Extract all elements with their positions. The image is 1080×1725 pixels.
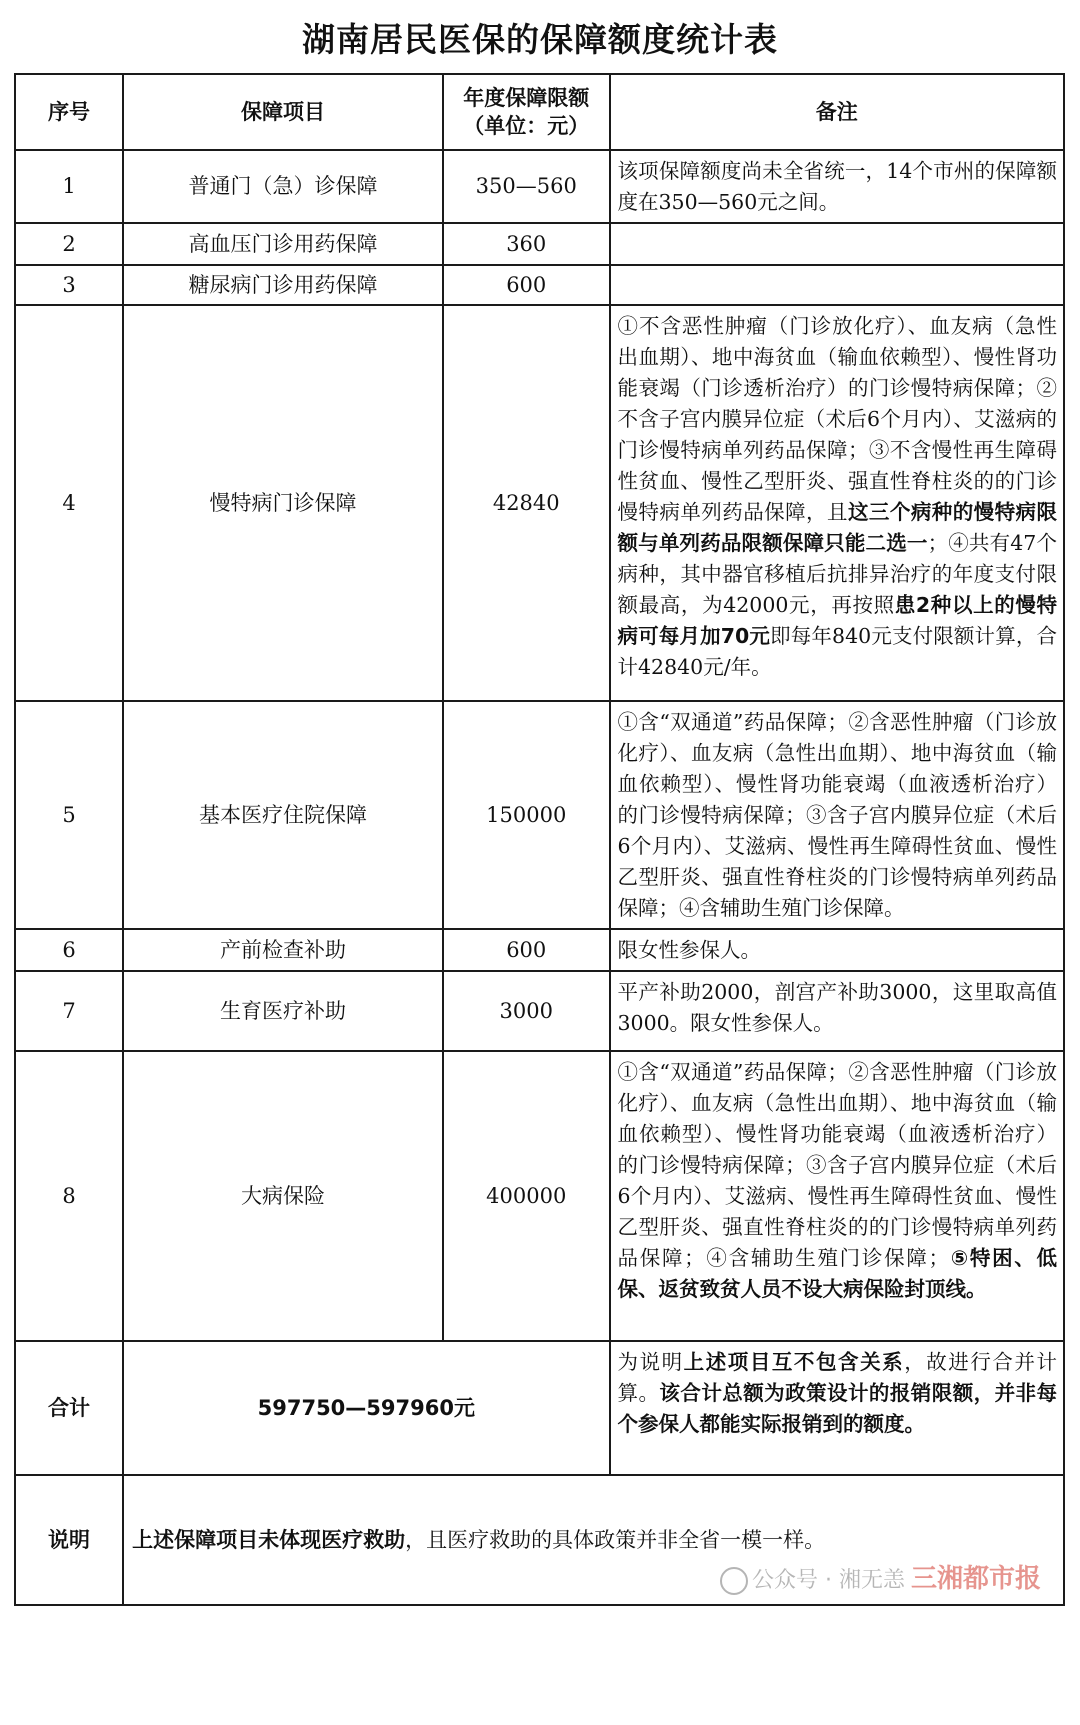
table-row bbox=[15, 305, 1064, 701]
note-text: 限女性参保人。 bbox=[617, 938, 762, 962]
note-text-bold: ⑤特困、低保、返贫致贫人员不设大病保险封顶线。 bbox=[617, 1246, 1058, 1301]
note-text-bold: 这三个病种的慢特病限额与单列药品限额保障只能二选一 bbox=[617, 500, 1058, 555]
item-cell: 糖尿病门诊用药保障 bbox=[123, 265, 443, 305]
limit-cell: 42840 bbox=[443, 305, 610, 701]
note-cell bbox=[610, 1051, 1064, 1341]
seq-cell: 6 bbox=[15, 929, 123, 971]
seq-cell: 7 bbox=[15, 971, 123, 1051]
item-cell: 高血压门诊用药保障 bbox=[123, 223, 443, 265]
item-cell: 基本医疗住院保障 bbox=[123, 701, 443, 929]
note-cell bbox=[610, 305, 1064, 701]
coverage-table bbox=[14, 73, 1065, 1606]
header-row bbox=[15, 74, 1064, 150]
note-cell bbox=[610, 701, 1064, 929]
note-text-bold: 患2种以上的慢特病可每月加70元 bbox=[617, 593, 1058, 648]
limit-cell: 600 bbox=[443, 265, 610, 305]
table-row bbox=[15, 929, 1064, 971]
note-cell bbox=[610, 223, 1064, 265]
limit-cell: 360 bbox=[443, 223, 610, 265]
seq-cell: 2 bbox=[15, 223, 123, 265]
item-cell: 生育医疗补助 bbox=[123, 971, 443, 1051]
note-text: ，故进行合并计算。 bbox=[617, 1350, 1058, 1405]
header-limit-line1: 年度保障限额 bbox=[463, 86, 590, 110]
total-value: 597750—597960元 bbox=[123, 1341, 609, 1475]
note-text-bold: 上述项目互不包含关系 bbox=[683, 1350, 905, 1374]
limit-cell: 150000 bbox=[443, 701, 610, 929]
seq-cell: 4 bbox=[15, 305, 123, 701]
table-row bbox=[15, 1051, 1064, 1341]
limit-cell: 400000 bbox=[443, 1051, 610, 1341]
note-text: ①含“双通道”药品保障；②含恶性肿瘤（门诊放化疗）、血友病（急性出血期）、地中海贫血（输血依赖型）、慢性肾功能衰竭（血液透析治疗）的门诊慢特病保障；③含子宫内膜异位症（术后6个月内）、艾滋病、慢性再生障碍性贫血、慢性乙型肝炎、强直性脊柱炎的的门诊慢特病单列药品保障；④含辅助生殖门诊保障； bbox=[617, 1060, 1057, 1270]
table-row bbox=[15, 150, 1064, 223]
note-text: ①不含恶性肿瘤（门诊放化疗）、血友病（急性出血期）、地中海贫血（输血依赖型）、慢性肾功能衰竭（门诊透析治疗）的门诊慢特病保障；②不含子宫内膜异位症（术后6个月内）、艾滋病的门诊慢特病单列药品保障；③不含慢性再生障碍性贫血、慢性乙型肝炎、强直性脊柱炎的的门诊慢特病单列药品保障，且 bbox=[617, 314, 1057, 524]
page-title: 湖南居民医保的保障额度统计表 bbox=[302, 20, 778, 59]
note-cell bbox=[610, 929, 1064, 971]
seq-cell: 5 bbox=[15, 701, 123, 929]
note-text: 平产补助2000，剖宫产补助3000，这里取高值3000。限女性参保人。 bbox=[617, 980, 1057, 1035]
table-row bbox=[15, 701, 1064, 929]
header-item: 保障项目 bbox=[123, 74, 443, 150]
table-row bbox=[15, 265, 1064, 305]
table-row bbox=[15, 971, 1064, 1051]
note-text: 为说明 bbox=[617, 1350, 684, 1374]
note-text-bold: 上述保障项目未体现医疗救助 bbox=[132, 1527, 406, 1552]
seq-cell: 8 bbox=[15, 1051, 123, 1341]
watermark-paper: 三湘都市报 bbox=[910, 1564, 1041, 1594]
header-seq: 序号 bbox=[15, 74, 123, 150]
item-cell: 产前检查补助 bbox=[123, 929, 443, 971]
note-text: ，且医疗救助的具体政策并非全省一模一样。 bbox=[405, 1527, 826, 1552]
total-label: 合计 bbox=[15, 1341, 123, 1475]
seq-cell: 1 bbox=[15, 150, 123, 223]
total-row bbox=[15, 1341, 1064, 1475]
note-cell bbox=[610, 265, 1064, 305]
limit-cell: 3000 bbox=[443, 971, 610, 1051]
wechat-icon bbox=[720, 1567, 748, 1595]
explanation-label: 说明 bbox=[15, 1475, 123, 1605]
note-text: ；④共有47个病种，其中器官移植后抗排异治疗的年度支付限额最高，为42000元，再按照 bbox=[617, 531, 1057, 617]
item-cell: 慢特病门诊保障 bbox=[123, 305, 443, 701]
seq-cell: 3 bbox=[15, 265, 123, 305]
note-text: ①含“双通道”药品保障；②含恶性肿瘤（门诊放化疗）、血友病（急性出血期）、地中海贫血（输血依赖型）、慢性肾功能衰竭（血液透析治疗）的门诊慢特病保障；③含子宫内膜异位症（术后6个月内）、艾滋病、慢性再生障碍性贫血、慢性乙型肝炎、强直性脊柱炎的门诊慢特病单列药品保障；④含辅助生殖门诊保障。 bbox=[617, 710, 1057, 920]
table-row bbox=[15, 223, 1064, 265]
header-limit-line2: （单位：元） bbox=[463, 114, 590, 138]
table-body bbox=[15, 150, 1064, 1605]
limit-cell: 350—560 bbox=[443, 150, 610, 223]
watermark bbox=[720, 1564, 1041, 1596]
header-note: 备注 bbox=[610, 74, 1064, 150]
note-cell bbox=[610, 150, 1064, 223]
note-text: 即每年840元支付限额计算，合计42840元/年。 bbox=[617, 624, 1057, 679]
item-cell: 大病保险 bbox=[123, 1051, 443, 1341]
total-note bbox=[610, 1341, 1064, 1475]
note-text-bold: 该合计总额为政策设计的报销限额，并非每个参保人都能实际报销到的额度。 bbox=[617, 1381, 1058, 1436]
limit-cell: 600 bbox=[443, 929, 610, 971]
note-text: 该项保障额度尚未全省统一，14个市州的保障额度在350—560元之间。 bbox=[617, 159, 1057, 214]
note-cell bbox=[610, 971, 1064, 1051]
explanation-text bbox=[123, 1475, 1064, 1605]
header-limit bbox=[443, 74, 610, 150]
explanation-row bbox=[15, 1475, 1064, 1605]
watermark-account: 公众号 · 湘无恙 bbox=[752, 1568, 905, 1593]
item-cell: 普通门（急）诊保障 bbox=[123, 150, 443, 223]
